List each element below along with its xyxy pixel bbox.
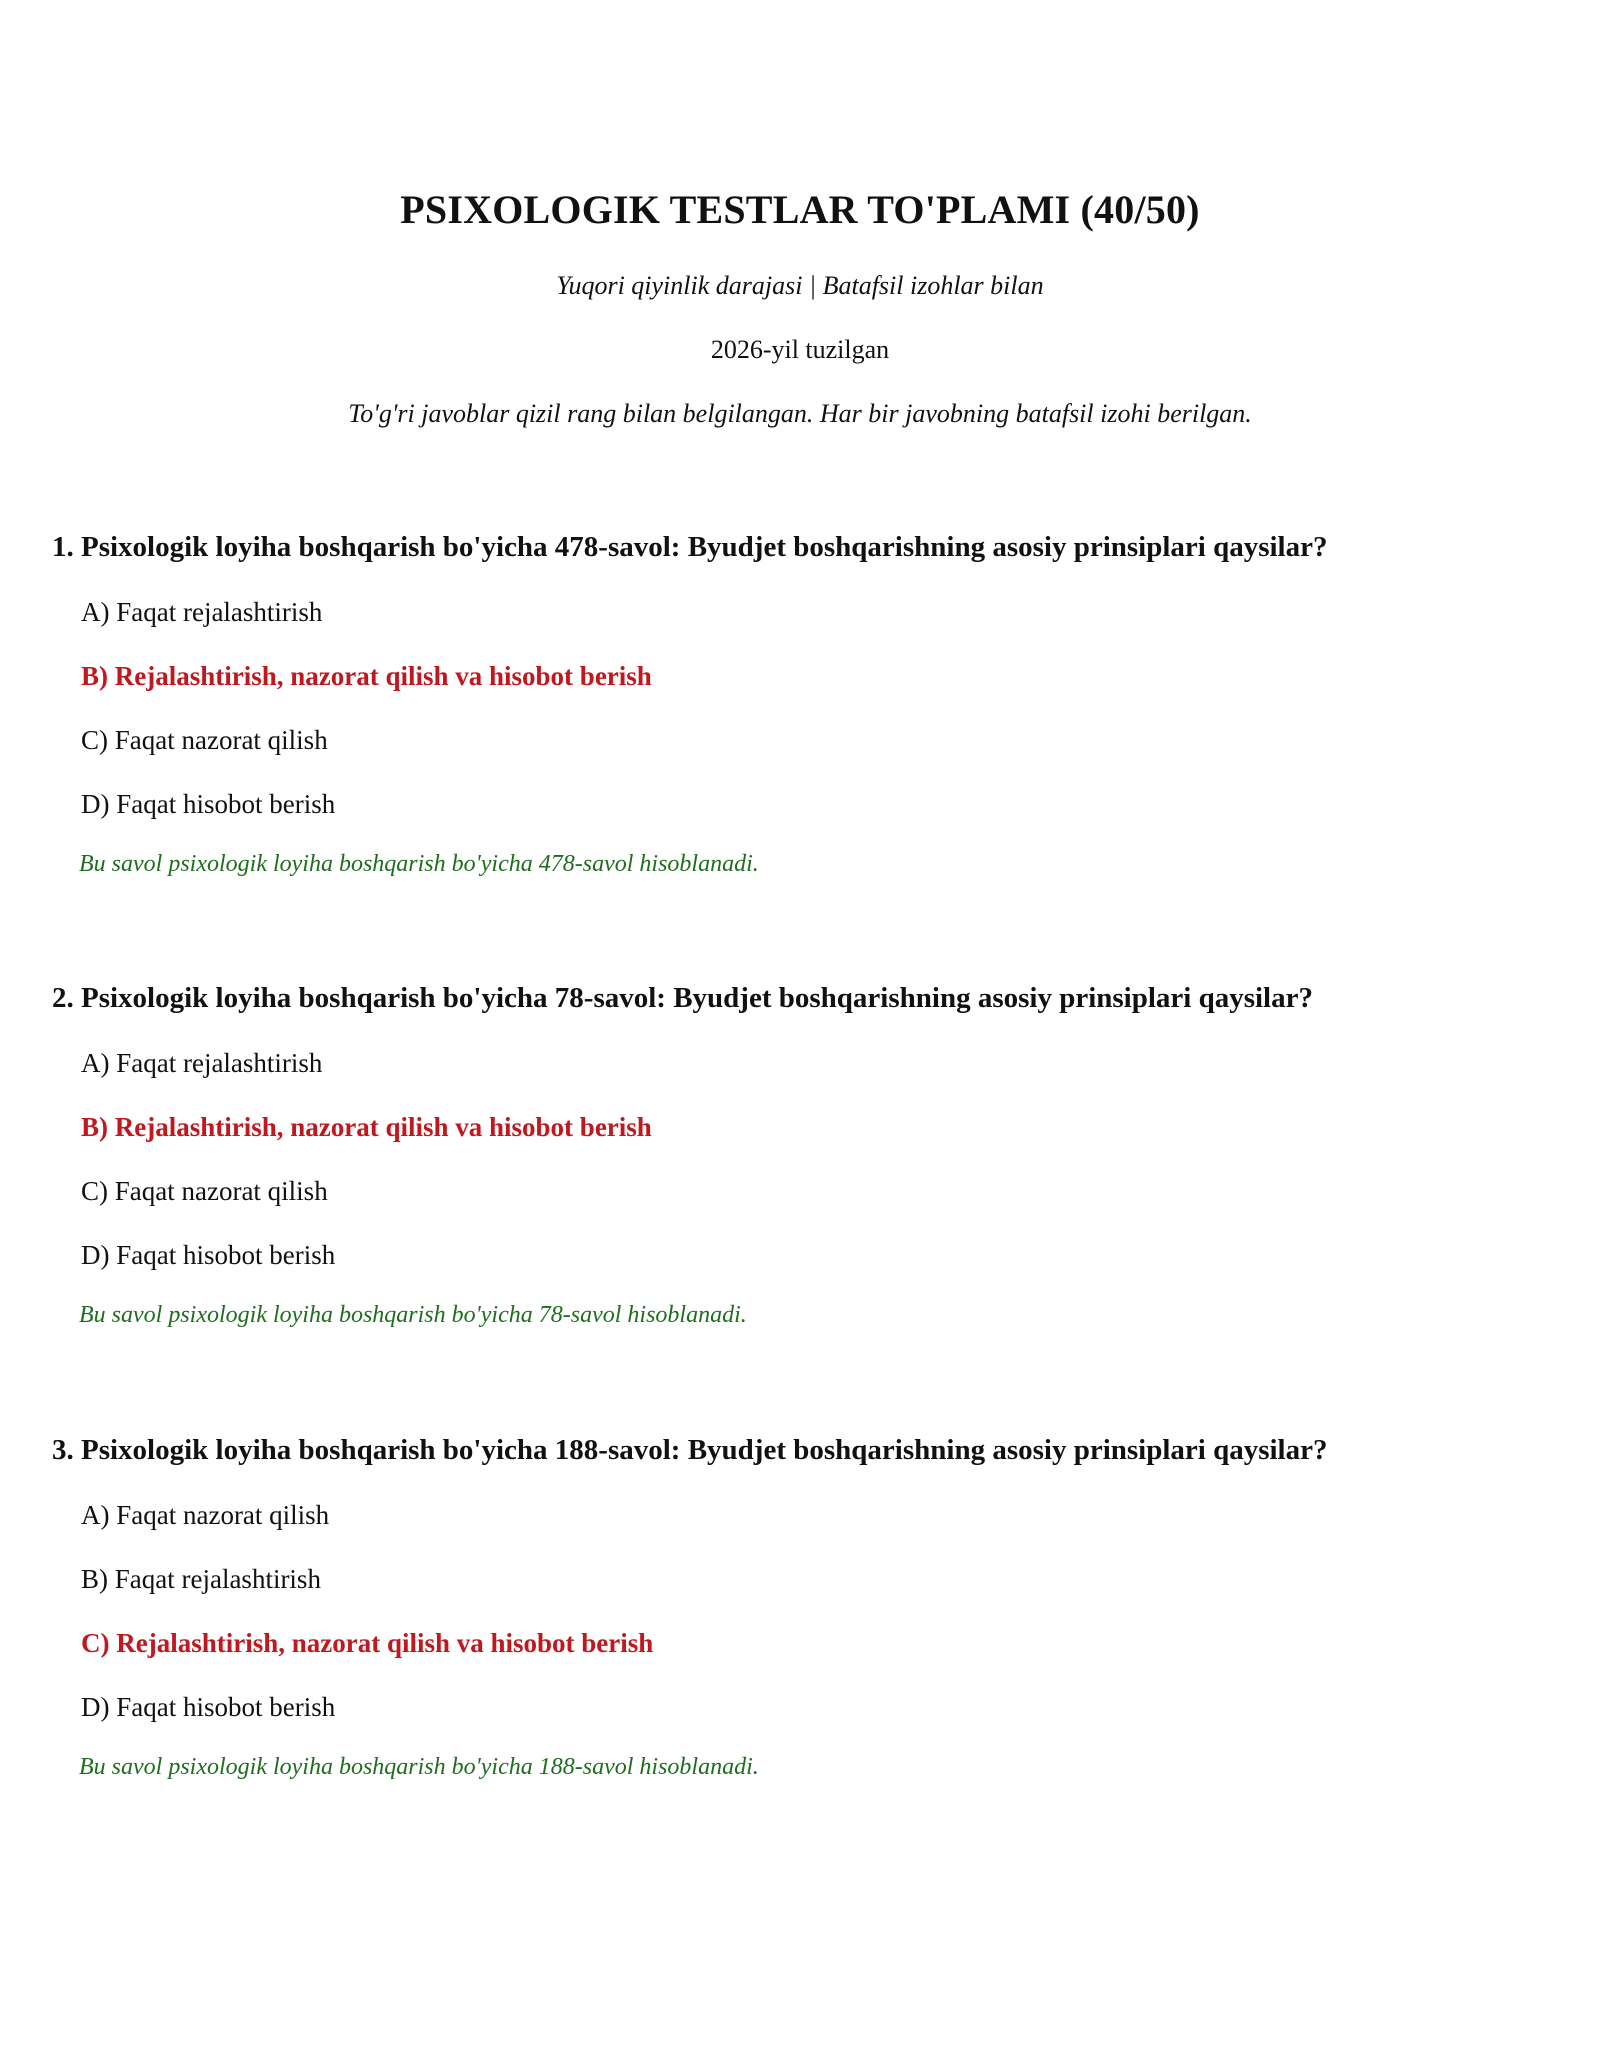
question-1 [52, 527, 1572, 882]
question-2 [52, 978, 1572, 1333]
question-text: 2. Psixologik loyiha boshqarish bo'yicha 78-savol: Byudjet boshqarishning asosiy prinsiplari qaysilar? [52, 982, 1313, 1014]
option-d: D) Faqat hisobot berish [81, 1240, 336, 1270]
option-d: D) Faqat hisobot berish [81, 789, 336, 819]
document-title: PSIXOLOGIK TESTLAR TO'PLAMI (40/50) [400, 187, 1200, 232]
option-b: B) Rejalashtirish, nazorat qilish va hisobot berish [81, 661, 652, 691]
option-a: A) Faqat rejalashtirish [81, 597, 323, 627]
option-b: B) Rejalashtirish, nazorat qilish va hisobot berish [81, 1112, 652, 1142]
answer-explanation: Bu savol psixologik loyiha boshqarish bo'yicha 78-savol hisoblanadi. [79, 1302, 747, 1328]
option-c: C) Faqat nazorat qilish [81, 1176, 328, 1206]
option-b: B) Faqat rejalashtirish [81, 1564, 321, 1594]
question-text: 1. Psixologik loyiha boshqarish bo'yicha 478-savol: Byudjet boshqarishning asosiy prinsiplari qaysilar? [52, 531, 1328, 563]
answer-explanation: Bu savol psixologik loyiha boshqarish bo'yicha 478-savol hisoblanadi. [79, 851, 759, 877]
option-list [52, 592, 1572, 824]
option-list [52, 1495, 1572, 1727]
answer-explanation: Bu savol psixologik loyiha boshqarish bo'yicha 188-savol hisoblanadi. [79, 1754, 759, 1780]
question-3 [52, 1430, 1572, 1785]
option-c: C) Rejalashtirish, nazorat qilish va hisobot berish [81, 1628, 654, 1658]
option-c: C) Faqat nazorat qilish [81, 725, 328, 755]
question-text: 3. Psixologik loyiha boshqarish bo'yicha 188-savol: Byudjet boshqarishning asosiy prinsiplari qaysilar? [52, 1434, 1328, 1466]
option-list [52, 1043, 1572, 1275]
option-a: A) Faqat nazorat qilish [81, 1500, 330, 1530]
option-d: D) Faqat hisobot berish [81, 1692, 336, 1722]
document-subtitle: Yuqori qiyinlik darajasi | Batafsil izohlar bilan [556, 271, 1044, 300]
document-year: 2026-yil tuzilgan [710, 335, 890, 364]
option-a: A) Faqat rejalashtirish [81, 1048, 323, 1078]
document-note: To'g'ri javoblar qizil rang bilan belgilangan. Har bir javobning batafsil izohi berilgan. [348, 399, 1252, 428]
